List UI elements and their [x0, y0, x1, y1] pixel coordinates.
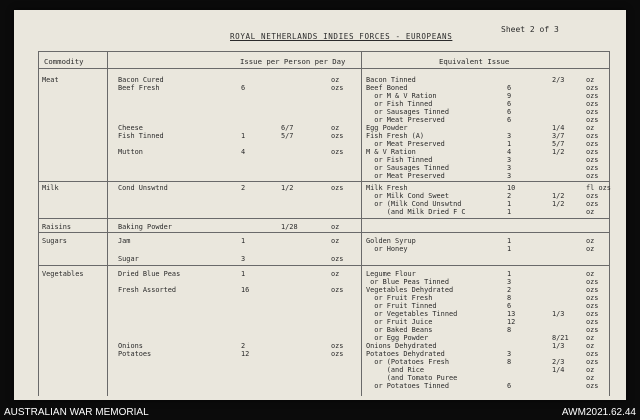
equivalent-fraction-cell: 3/7: [552, 132, 565, 140]
issue-unit-cell: ozs: [331, 132, 344, 140]
commodity-cell: Meat: [42, 76, 59, 84]
equivalent-qty-cell: 8: [507, 326, 512, 334]
equivalent-qty-cell: 6: [507, 116, 512, 124]
equivalent-qty-cell: 2: [507, 286, 512, 294]
equivalent-qty-cell: 6: [507, 108, 512, 116]
equivalent-unit-cell: ozs: [586, 116, 599, 124]
equivalent-qty-cell: 3: [507, 132, 512, 140]
document-page: [14, 10, 626, 400]
equivalent-item-cell: or Egg Powder: [366, 334, 429, 342]
equivalent-unit-cell: ozs: [586, 200, 599, 208]
equivalent-fraction-cell: 1/3: [552, 342, 565, 350]
issue-item-cell: Fish Tinned: [118, 132, 164, 140]
equivalent-qty-cell: 6: [507, 100, 512, 108]
equivalent-item-cell: Fish Fresh (A): [366, 132, 425, 140]
issue-item-cell: Onions: [118, 342, 143, 350]
equivalent-fraction-cell: 2/3: [552, 76, 565, 84]
issue-fraction-cell: 1/28: [281, 223, 298, 231]
equivalent-unit-cell: ozs: [586, 140, 599, 148]
issue-unit-cell: ozs: [331, 286, 344, 294]
equivalent-unit-cell: oz: [586, 245, 595, 253]
equivalent-unit-cell: oz: [586, 374, 595, 382]
equivalent-item-cell: or Meat Preserved: [366, 172, 445, 180]
issue-unit-cell: ozs: [331, 184, 344, 192]
equivalent-item-cell: or (Milk Cond Unswtnd: [366, 200, 462, 208]
equivalent-item-cell: or Vegetables Tinned: [366, 310, 458, 318]
equivalent-item-cell: Potatoes Dehydrated: [366, 350, 445, 358]
commodity-cell: Raisins: [42, 223, 72, 231]
equivalent-unit-cell: ozs: [586, 108, 599, 116]
issue-qty-cell: 3: [241, 255, 246, 263]
equivalent-qty-cell: 12: [507, 318, 516, 326]
issue-unit-cell: ozs: [331, 84, 344, 92]
equivalent-unit-cell: ozs: [586, 156, 599, 164]
column-header-issue: Issue per Person per Day: [240, 57, 346, 66]
equivalent-qty-cell: 3: [507, 164, 512, 172]
issue-item-cell: Cheese: [118, 124, 143, 132]
issue-item-cell: Potatoes: [118, 350, 152, 358]
issue-qty-cell: 6: [241, 84, 246, 92]
equivalent-fraction-cell: 1/3: [552, 310, 565, 318]
issue-item-cell: Beef Fresh: [118, 84, 160, 92]
equivalent-item-cell: or Fish Tinned: [366, 156, 433, 164]
issue-qty-cell: 12: [241, 350, 250, 358]
equivalent-item-cell: or Sausages Tinned: [366, 108, 449, 116]
table-rule: [107, 51, 108, 396]
equivalent-item-cell: Egg Powder: [366, 124, 408, 132]
equivalent-fraction-cell: 1/4: [552, 124, 565, 132]
equivalent-item-cell: Milk Fresh: [366, 184, 408, 192]
equivalent-item-cell: or Fruit Tinned: [366, 302, 437, 310]
table-rule: [38, 51, 610, 52]
equivalent-item-cell: or Potatoes Tinned: [366, 382, 449, 390]
table-rule: [38, 68, 610, 69]
equivalent-unit-cell: oz: [586, 334, 595, 342]
equivalent-qty-cell: 10: [507, 184, 516, 192]
equivalent-unit-cell: ozs: [586, 286, 599, 294]
equivalent-qty-cell: 3: [507, 156, 512, 164]
issue-fraction-cell: 1/2: [281, 184, 294, 192]
equivalent-unit-cell: oz: [586, 366, 595, 374]
commodity-cell: Milk: [42, 184, 59, 192]
issue-qty-cell: 1: [241, 132, 246, 140]
equivalent-qty-cell: 3: [507, 172, 512, 180]
equivalent-fraction-cell: 1/2: [552, 192, 565, 200]
issue-item-cell: Jam: [118, 237, 131, 245]
table-rule: [38, 181, 610, 182]
equivalent-fraction-cell: 1/2: [552, 148, 565, 156]
equivalent-item-cell: Beef Boned: [366, 84, 408, 92]
issue-unit-cell: oz: [331, 124, 340, 132]
equivalent-qty-cell: 1: [507, 208, 512, 216]
table-rule: [609, 51, 610, 396]
column-header-commodity: Commodity: [44, 57, 84, 66]
equivalent-unit-cell: ozs: [586, 100, 599, 108]
equivalent-qty-cell: 1: [507, 237, 512, 245]
equivalent-qty-cell: 6: [507, 84, 512, 92]
equivalent-fraction-cell: 2/3: [552, 358, 565, 366]
equivalent-qty-cell: 6: [507, 382, 512, 390]
issue-item-cell: Dried Blue Peas: [118, 270, 181, 278]
equivalent-unit-cell: ozs: [586, 302, 599, 310]
issue-item-cell: Fresh Assorted: [118, 286, 177, 294]
equivalent-item-cell: Onions Dehydrated: [366, 342, 437, 350]
equivalent-item-cell: Bacon Tinned: [366, 76, 416, 84]
issue-fraction-cell: 5/7: [281, 132, 294, 140]
equivalent-unit-cell: ozs: [586, 192, 599, 200]
equivalent-unit-cell: ozs: [586, 326, 599, 334]
equivalent-unit-cell: ozs: [586, 350, 599, 358]
equivalent-item-cell: or Milk Cond Sweet: [366, 192, 449, 200]
equivalent-item-cell: or Meat Preserved: [366, 140, 445, 148]
equivalent-qty-cell: 6: [507, 302, 512, 310]
equivalent-qty-cell: 1: [507, 270, 512, 278]
equivalent-qty-cell: 1: [507, 245, 512, 253]
equivalent-unit-cell: oz: [586, 76, 595, 84]
equivalent-unit-cell: ozs: [586, 278, 599, 286]
table-rule: [38, 51, 39, 396]
issue-item-cell: Sugar: [118, 255, 139, 263]
equivalent-fraction-cell: 8/21: [552, 334, 569, 342]
equivalent-qty-cell: 2: [507, 192, 512, 200]
equivalent-item-cell: or Meat Preserved: [366, 116, 445, 124]
equivalent-qty-cell: 3: [507, 278, 512, 286]
equivalent-item-cell: Vegetables Dehydrated: [366, 286, 454, 294]
equivalent-qty-cell: 1: [507, 140, 512, 148]
equivalent-item-cell: or Fruit Fresh: [366, 294, 433, 302]
issue-qty-cell: 1: [241, 270, 246, 278]
equivalent-item-cell: or (Potatoes Fresh: [366, 358, 449, 366]
issue-unit-cell: ozs: [331, 350, 344, 358]
commodity-cell: Sugars: [42, 237, 67, 245]
equivalent-item-cell: or Baked Beans: [366, 326, 433, 334]
table-rule: [38, 232, 610, 233]
equivalent-unit-cell: oz: [586, 342, 595, 350]
equivalent-item-cell: or Honey: [366, 245, 408, 253]
equivalent-item-cell: M & V Ration: [366, 148, 416, 156]
issue-unit-cell: oz: [331, 270, 340, 278]
issue-unit-cell: ozs: [331, 342, 344, 350]
commodity-cell: Vegetables: [42, 270, 84, 278]
equivalent-qty-cell: 13: [507, 310, 516, 318]
equivalent-unit-cell: fl ozs: [586, 184, 611, 192]
equivalent-unit-cell: oz: [586, 208, 595, 216]
sheet-number: Sheet 2 of 3: [501, 25, 559, 34]
equivalent-qty-cell: 1: [507, 200, 512, 208]
equivalent-fraction-cell: 1/4: [552, 366, 565, 374]
issue-unit-cell: oz: [331, 223, 340, 231]
equivalent-unit-cell: ozs: [586, 92, 599, 100]
footer-source: AUSTRALIAN WAR MEMORIAL: [4, 407, 149, 418]
issue-unit-cell: oz: [331, 237, 340, 245]
table-rule: [38, 218, 610, 219]
equivalent-item-cell: or M & V Ration: [366, 92, 437, 100]
issue-item-cell: Baking Powder: [118, 223, 172, 231]
issue-qty-cell: 2: [241, 342, 246, 350]
table-rule: [38, 265, 610, 266]
issue-item-cell: Bacon Cured: [118, 76, 164, 84]
equivalent-item-cell: (and Milk Dried F C: [366, 208, 466, 216]
issue-fraction-cell: 6/7: [281, 124, 294, 132]
issue-item-cell: Mutton: [118, 148, 143, 156]
issue-qty-cell: 2: [241, 184, 246, 192]
issue-qty-cell: 4: [241, 148, 246, 156]
column-header-equivalent: Equivalent Issue: [439, 57, 510, 66]
equivalent-item-cell: or Blue Peas Tinned: [366, 278, 449, 286]
issue-qty-cell: 16: [241, 286, 250, 294]
footer-accession-number: AWM2021.62.44: [561, 407, 636, 418]
equivalent-qty-cell: 3: [507, 350, 512, 358]
issue-item-cell: Cond Unswtnd: [118, 184, 168, 192]
issue-unit-cell: ozs: [331, 148, 344, 156]
equivalent-item-cell: or Fish Tinned: [366, 100, 433, 108]
equivalent-qty-cell: 4: [507, 148, 512, 156]
equivalent-fraction-cell: 5/7: [552, 140, 565, 148]
equivalent-unit-cell: ozs: [586, 358, 599, 366]
equivalent-unit-cell: ozs: [586, 310, 599, 318]
equivalent-unit-cell: ozs: [586, 172, 599, 180]
document-title: ROYAL NETHERLANDS INDIES FORCES - EUROPEANS: [230, 32, 453, 41]
equivalent-item-cell: or Fruit Juice: [366, 318, 433, 326]
equivalent-fraction-cell: 1/2: [552, 200, 565, 208]
issue-qty-cell: 1: [241, 237, 246, 245]
equivalent-item-cell: Legume Flour: [366, 270, 416, 278]
equivalent-unit-cell: oz: [586, 237, 595, 245]
equivalent-unit-cell: ozs: [586, 148, 599, 156]
equivalent-unit-cell: oz: [586, 270, 595, 278]
equivalent-unit-cell: ozs: [586, 382, 599, 390]
equivalent-item-cell: (and Tomato Puree: [366, 374, 458, 382]
equivalent-qty-cell: 8: [507, 358, 512, 366]
equivalent-unit-cell: ozs: [586, 164, 599, 172]
equivalent-unit-cell: oz: [586, 124, 595, 132]
equivalent-item-cell: or Sausages Tinned: [366, 164, 449, 172]
equivalent-unit-cell: ozs: [586, 294, 599, 302]
equivalent-unit-cell: ozs: [586, 318, 599, 326]
equivalent-unit-cell: ozs: [586, 84, 599, 92]
equivalent-qty-cell: 9: [507, 92, 512, 100]
equivalent-qty-cell: 8: [507, 294, 512, 302]
equivalent-unit-cell: ozs: [586, 132, 599, 140]
issue-unit-cell: ozs: [331, 255, 344, 263]
equivalent-item-cell: Golden Syrup: [366, 237, 416, 245]
issue-unit-cell: oz: [331, 76, 340, 84]
equivalent-item-cell: (and Rice: [366, 366, 425, 374]
table-rule: [361, 51, 362, 396]
